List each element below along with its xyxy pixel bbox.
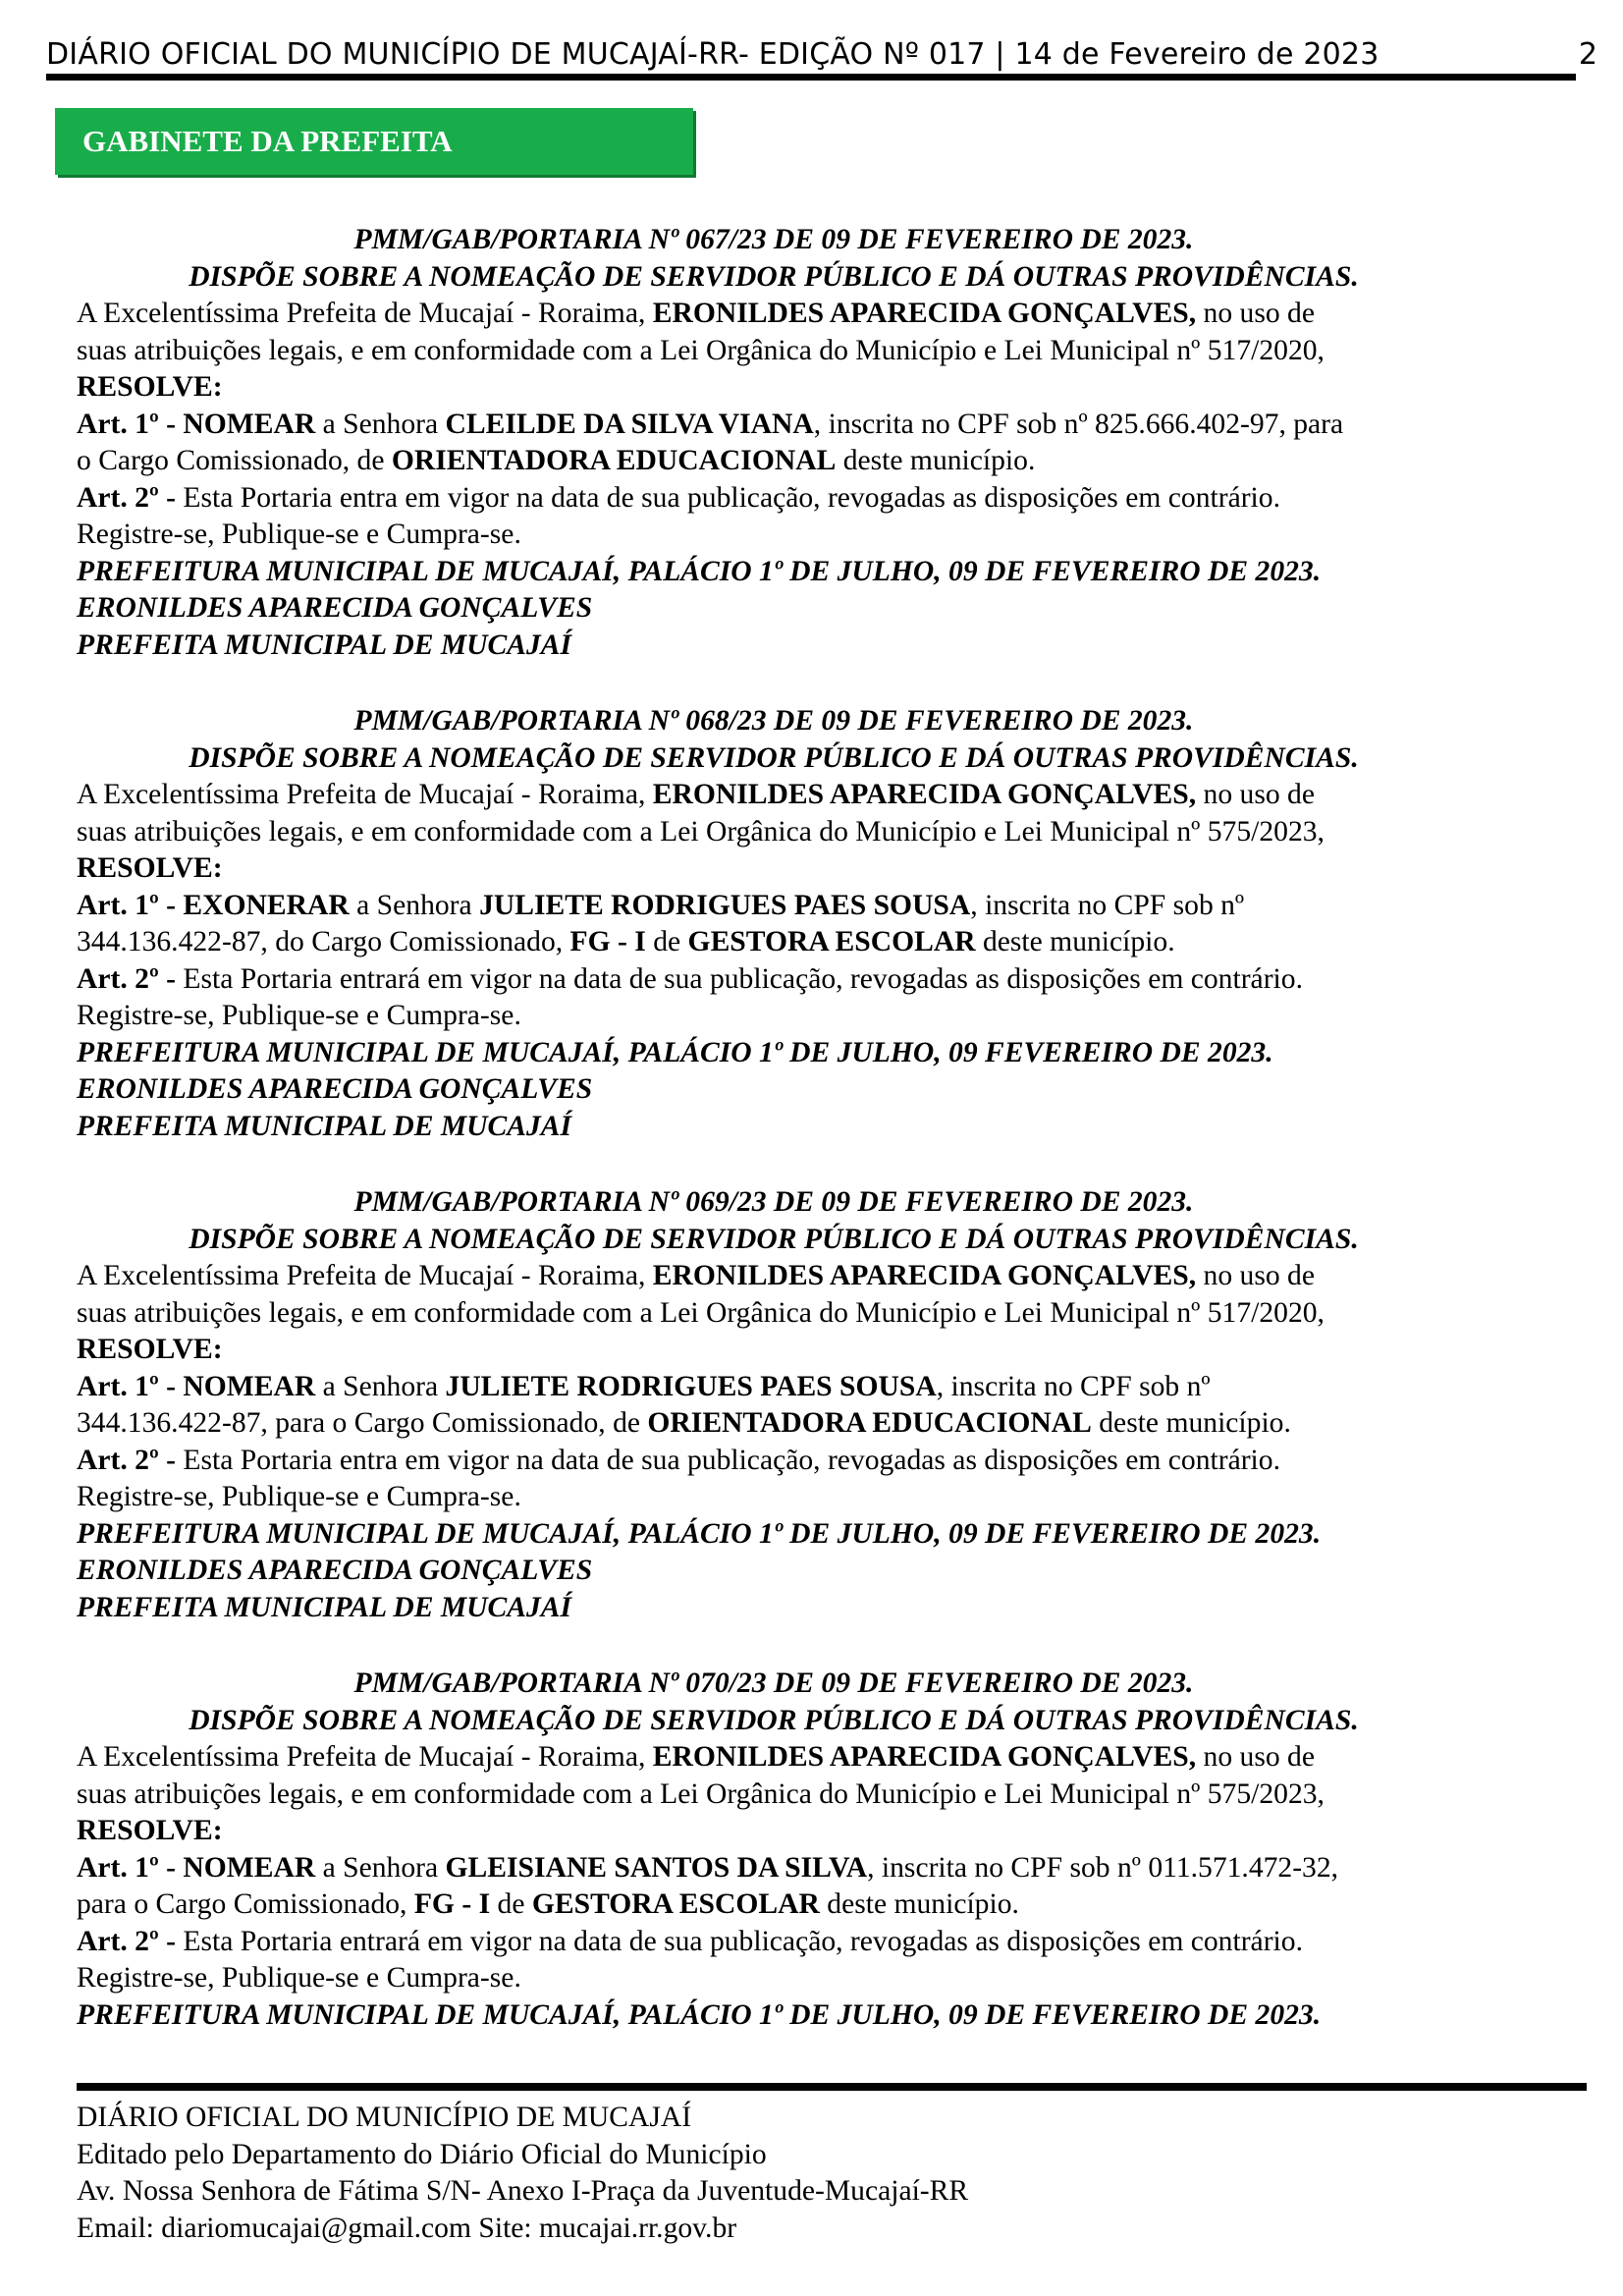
article-1: Art. 1º - NOMEAR a Senhora JULIETE RODRIGUES PAES SOUSA, inscrita no CPF sob nº bbox=[77, 1370, 1211, 1402]
article-2: Art. 2º - Esta Portaria entra em vigor na data de sua publicação, revogadas as disposições em contrário. bbox=[77, 481, 1280, 514]
header-divider bbox=[46, 74, 1576, 81]
portaria-title: PMM/GAB/PORTARIA Nº 068/23 DE 09 DE FEVEREIRO DE 2023. bbox=[353, 705, 1194, 737]
portaria-069 bbox=[77, 1184, 1540, 1626]
section-label: GABINETE DA PREFEITA bbox=[82, 124, 453, 158]
closing-line: PREFEITURA MUNICIPAL DE MUCAJAÍ, PALÁCIO 1º DE JULHO, 09 DE FEVEREIRO DE 2023. bbox=[77, 555, 1322, 587]
portaria-subject: DISPÕE SOBRE A NOMEAÇÃO DE SERVIDOR PÚBLICO E DÁ OUTRAS PROVIDÊNCIAS. bbox=[189, 1704, 1359, 1736]
footer-divider bbox=[77, 2083, 1587, 2091]
article-1: Art. 1º - NOMEAR a Senhora GLEISIANE SANTOS DA SILVA, inscrita no CPF sob nº 011.571.472-32, bbox=[77, 1851, 1339, 1884]
portaria-subject: DISPÕE SOBRE A NOMEAÇÃO DE SERVIDOR PÚBLICO E DÁ OUTRAS PROVIDÊNCIAS. bbox=[189, 741, 1359, 774]
article-2: Art. 2º - Esta Portaria entrará em vigor na data de sua publicação, revogadas as disposições em contrário. bbox=[77, 962, 1303, 995]
footer-contact: Email: diariomucajai@gmail.com Site: mucajai.rr.gov.br bbox=[77, 2212, 737, 2244]
intro-paragraph-line2: suas atribuições legais, e em conformidade com a Lei Orgânica do Município e Lei Municipal nº 517/2020, bbox=[77, 334, 1325, 366]
intro-paragraph: A Excelentíssima Prefeita de Mucajaí - Roraima, ERONILDES APARECIDA GONÇALVES, no uso de bbox=[77, 1260, 1315, 1291]
article-1: Art. 1º - NOMEAR a Senhora CLEILDE DA SILVA VIANA, inscrita no CPF sob nº 825.666.402-97, para bbox=[77, 408, 1344, 440]
resolve-label: RESOLVE: bbox=[77, 1815, 223, 1846]
article-2: Art. 2º - Esta Portaria entrará em vigor na data de sua publicação, revogadas as disposições em contrário. bbox=[77, 1925, 1303, 1957]
registre-line: Registre-se, Publique-se e Cumpra-se. bbox=[77, 1000, 521, 1031]
registre-line: Registre-se, Publique-se e Cumpra-se. bbox=[77, 519, 521, 550]
footer bbox=[77, 2100, 968, 2247]
intro-paragraph: A Excelentíssima Prefeita de Mucajaí - Roraima, ERONILDES APARECIDA GONÇALVES, no uso de bbox=[77, 1741, 1315, 1773]
signature-title: PREFEITA MUNICIPAL DE MUCAJAÍ bbox=[77, 1591, 572, 1623]
signature-title: PREFEITA MUNICIPAL DE MUCAJAÍ bbox=[77, 629, 572, 661]
signature-name: ERONILDES APARECIDA GONÇALVES bbox=[77, 592, 593, 624]
resolve-label: RESOLVE: bbox=[77, 1334, 223, 1365]
article-1-line2: para o Cargo Comissionado, FG - I de GESTORA ESCOLAR deste município. bbox=[77, 1888, 1019, 1920]
document-body bbox=[77, 222, 1540, 2073]
footer-address: Av. Nossa Senhora de Fátima S/N- Anexo I-Praça da Juventude-Mucajaí-RR bbox=[77, 2175, 969, 2207]
intro-paragraph-line2: suas atribuições legais, e em conformidade com a Lei Orgânica do Município e Lei Municipal nº 517/2020, bbox=[77, 1296, 1325, 1329]
resolve-label: RESOLVE: bbox=[77, 852, 223, 884]
article-1-line2: 344.136.422-87, do Cargo Comissionado, FG - I de GESTORA ESCOLAR deste município. bbox=[77, 926, 1175, 957]
portaria-067 bbox=[77, 222, 1540, 664]
resolve-label: RESOLVE: bbox=[77, 371, 223, 403]
signature-name: ERONILDES APARECIDA GONÇALVES bbox=[77, 1073, 593, 1105]
registre-line: Registre-se, Publique-se e Cumpra-se. bbox=[77, 1962, 521, 1994]
portaria-068 bbox=[77, 703, 1540, 1145]
closing-line: PREFEITURA MUNICIPAL DE MUCAJAÍ, PALÁCIO 1º DE JULHO, 09 DE FEVEREIRO DE 2023. bbox=[77, 1517, 1322, 1550]
portaria-subject: DISPÕE SOBRE A NOMEAÇÃO DE SERVIDOR PÚBLICO E DÁ OUTRAS PROVIDÊNCIAS. bbox=[189, 1223, 1359, 1255]
portaria-title: PMM/GAB/PORTARIA Nº 067/23 DE 09 DE FEVEREIRO DE 2023. bbox=[353, 224, 1194, 255]
signature-name: ERONILDES APARECIDA GONÇALVES bbox=[77, 1555, 593, 1586]
signature-title: PREFEITA MUNICIPAL DE MUCAJAÍ bbox=[77, 1110, 572, 1142]
closing-line: PREFEITURA MUNICIPAL DE MUCAJAÍ, PALÁCIO 1º DE JULHO, 09 DE FEVEREIRO DE 2023. bbox=[77, 1998, 1322, 2031]
portaria-title: PMM/GAB/PORTARIA Nº 070/23 DE 09 DE FEVEREIRO DE 2023. bbox=[353, 1667, 1194, 1699]
article-1-line2: 344.136.422-87, para o Cargo Comissionado, de ORIENTADORA EDUCACIONAL deste município. bbox=[77, 1407, 1291, 1439]
page-number: 2 bbox=[1578, 37, 1597, 72]
intro-paragraph: A Excelentíssima Prefeita de Mucajaí - Roraima, ERONILDES APARECIDA GONÇALVES, no uso de bbox=[77, 298, 1315, 329]
footer-editor: Editado pelo Departamento do Diário Oficial do Município bbox=[77, 2138, 767, 2170]
closing-line: PREFEITURA MUNICIPAL DE MUCAJAÍ, PALÁCIO 1º DE JULHO, 09 FEVEREIRO DE 2023. bbox=[77, 1036, 1273, 1068]
article-1-line2: o Cargo Comissionado, de ORIENTADORA EDUCACIONAL deste município. bbox=[77, 445, 1036, 476]
portaria-title: PMM/GAB/PORTARIA Nº 069/23 DE 09 DE FEVEREIRO DE 2023. bbox=[353, 1186, 1194, 1218]
header-title: DIÁRIO OFICIAL DO MUNICÍPIO DE MUCAJAÍ-RR- EDIÇÃO Nº 017 | 14 de Fevereiro de 2023 bbox=[46, 37, 1380, 72]
registre-line: Registre-se, Publique-se e Cumpra-se. bbox=[77, 1481, 521, 1512]
article-2: Art. 2º - Esta Portaria entra em vigor na data de sua publicação, revogadas as disposições em contrário. bbox=[77, 1444, 1280, 1476]
portaria-070 bbox=[77, 1666, 1540, 2034]
footer-publication-name: DIÁRIO OFICIAL DO MUNICÍPIO DE MUCAJAÍ bbox=[77, 2102, 692, 2133]
intro-paragraph-line2: suas atribuições legais, e em conformidade com a Lei Orgânica do Município e Lei Municipal nº 575/2023, bbox=[77, 1777, 1325, 1810]
article-1: Art. 1º - EXONERAR a Senhora JULIETE RODRIGUES PAES SOUSA, inscrita no CPF sob nº bbox=[77, 889, 1245, 921]
intro-paragraph: A Excelentíssima Prefeita de Mucajaí - Roraima, ERONILDES APARECIDA GONÇALVES, no uso de bbox=[77, 779, 1315, 810]
intro-paragraph-line2: suas atribuições legais, e em conformidade com a Lei Orgânica do Município e Lei Municipal nº 575/2023, bbox=[77, 815, 1325, 847]
section-banner bbox=[55, 108, 693, 175]
portaria-subject: DISPÕE SOBRE A NOMEAÇÃO DE SERVIDOR PÚBLICO E DÁ OUTRAS PROVIDÊNCIAS. bbox=[189, 260, 1359, 293]
